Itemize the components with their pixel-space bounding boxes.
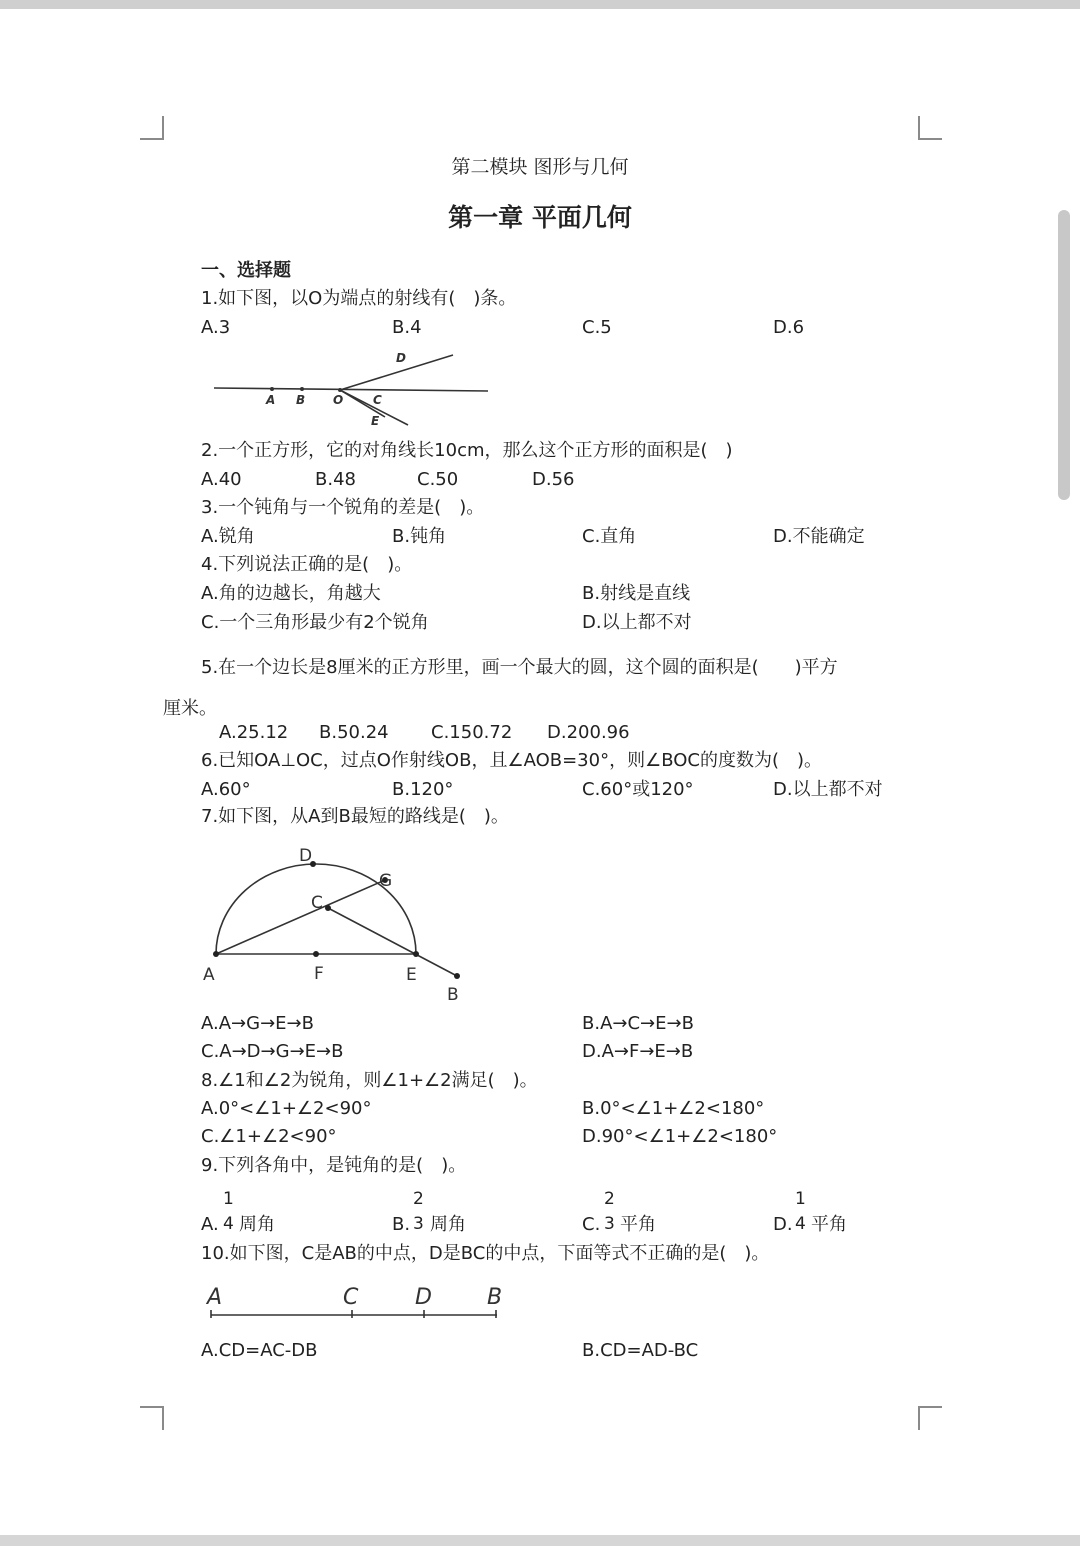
q10-label-a: A <box>207 1285 223 1310</box>
q7-label-a: A <box>203 965 215 985</box>
option[interactable]: C.50 <box>417 469 459 490</box>
viewer-top-bar <box>0 0 1080 9</box>
scrollbar-thumb[interactable] <box>1058 210 1070 500</box>
question-stem: 9.下列各角中，是钝角的是( )。 <box>201 1155 467 1176</box>
option[interactable]: A.60° <box>201 779 251 800</box>
fraction-numerator: 2 <box>604 1189 615 1209</box>
question-stem-continued: 厘米。 <box>163 698 217 719</box>
option[interactable]: B.120° <box>392 779 454 800</box>
option[interactable]: A.25.12 <box>219 722 289 743</box>
option[interactable]: D.不能确定 <box>773 526 865 547</box>
question-stem: 3.一个钝角与一个锐角的差是( )。 <box>201 497 485 518</box>
q10-label-b: B <box>487 1285 503 1310</box>
q10-label-d: D <box>415 1285 432 1310</box>
option[interactable]: C.∠1+∠2<90° <box>201 1126 337 1147</box>
fraction-denominator: 3 <box>413 1214 424 1234</box>
section-title: 一、选择题 <box>201 260 291 281</box>
q7-label-g: G <box>379 871 393 891</box>
fraction-denominator: 4 <box>223 1214 234 1234</box>
q1-label-d: D <box>396 351 406 365</box>
page-corner-mark <box>140 116 164 140</box>
page-corner-mark <box>918 116 942 140</box>
q7-semicircle-figure <box>195 840 485 1010</box>
option[interactable]: B.4 <box>392 317 422 338</box>
option[interactable]: D.A→F→E→B <box>582 1041 694 1062</box>
option[interactable]: D.6 <box>773 317 805 338</box>
option[interactable]: A.40 <box>201 469 242 490</box>
question-stem: 8.∠1和∠2为锐角，则∠1+∠2满足( )。 <box>201 1070 538 1091</box>
question-stem: 6.已知OA⊥OC，过点O作射线OB，且∠AOB=30°，则∠BOC的度数为( )。 <box>201 750 823 771</box>
question-stem: 7.如下图，从A到B最短的路线是( )。 <box>201 806 509 827</box>
q1-label-e: E <box>371 414 380 428</box>
option[interactable]: B.48 <box>315 469 356 490</box>
option-unit: 平角 <box>620 1214 656 1235</box>
q1-label-o: O <box>333 393 344 407</box>
q10-label-c: C <box>343 1285 359 1310</box>
option[interactable]: B.CD=AD-BC <box>582 1340 699 1361</box>
q7-label-b: B <box>447 985 459 1005</box>
option[interactable]: A.0°<∠1+∠2<90° <box>201 1098 372 1119</box>
q1-label-a: A <box>266 393 276 407</box>
option[interactable]: B.射线是直线 <box>582 583 691 604</box>
option[interactable]: B.A→C→E→B <box>582 1013 694 1034</box>
fraction-denominator: 3 <box>604 1214 615 1234</box>
option[interactable]: D.56 <box>532 469 575 490</box>
q7-label-e: E <box>406 965 417 985</box>
option[interactable]: A.CD=AC-DB <box>201 1340 318 1361</box>
q1-label-b: B <box>296 393 306 407</box>
page-corner-mark <box>140 1406 164 1430</box>
option-unit: 周角 <box>430 1214 466 1235</box>
question-stem: 1.如下图，以O为端点的射线有( )条。 <box>201 288 517 309</box>
question-stem: 5.在一个边长是8厘米的正方形里，画一个最大的圆，这个圆的面积是( )平方 <box>201 657 838 678</box>
question-stem: 2.一个正方形，它的对角线长10cm，那么这个正方形的面积是( ) <box>201 440 733 461</box>
option-prefix: A. <box>201 1214 219 1235</box>
option-prefix: D. <box>773 1214 793 1235</box>
q1-label-c: C <box>373 393 382 407</box>
q7-label-d: D <box>299 846 313 866</box>
option[interactable]: D.以上都不对 <box>773 779 883 800</box>
option[interactable]: D.90°<∠1+∠2<180° <box>582 1126 778 1147</box>
module-title: 第二模块 图形与几何 <box>451 156 629 178</box>
page-corner-mark <box>918 1406 942 1430</box>
q10-segment-figure <box>205 1280 515 1325</box>
option[interactable]: A.3 <box>201 317 231 338</box>
q7-label-f: F <box>314 964 324 984</box>
option-unit: 周角 <box>239 1214 275 1235</box>
option[interactable]: C.150.72 <box>431 722 513 743</box>
option-prefix: C. <box>582 1214 601 1235</box>
viewer-bottom-bar <box>0 1535 1080 1546</box>
option[interactable]: B.50.24 <box>319 722 389 743</box>
option[interactable]: C.5 <box>582 317 612 338</box>
option[interactable]: D.200.96 <box>547 722 630 743</box>
fraction-numerator: 2 <box>413 1189 424 1209</box>
option[interactable]: C.A→D→G→E→B <box>201 1041 344 1062</box>
option[interactable]: A.角的边越长，角越大 <box>201 583 381 604</box>
q1-ray-figure <box>210 345 500 435</box>
option[interactable]: C.60°或120° <box>582 779 694 800</box>
option-prefix: B. <box>392 1214 411 1235</box>
option-unit: 平角 <box>811 1214 847 1235</box>
fraction-numerator: 1 <box>223 1189 234 1209</box>
q7-label-c: C <box>311 893 323 913</box>
option[interactable]: B.钝角 <box>392 526 447 547</box>
option[interactable]: D.以上都不对 <box>582 612 692 633</box>
question-stem: 10.如下图，C是AB的中点，D是BC的中点，下面等式不正确的是( )。 <box>201 1243 770 1264</box>
option[interactable]: A.锐角 <box>201 526 255 547</box>
option[interactable]: B.0°<∠1+∠2<180° <box>582 1098 765 1119</box>
fraction-numerator: 1 <box>795 1189 806 1209</box>
fraction-denominator: 4 <box>795 1214 806 1234</box>
option[interactable]: C.一个三角形最少有2个锐角 <box>201 612 429 633</box>
chapter-title: 第一章 平面几何 <box>448 203 632 232</box>
option[interactable]: A.A→G→E→B <box>201 1013 314 1034</box>
option[interactable]: C.直角 <box>582 526 637 547</box>
question-stem: 4.下列说法正确的是( )。 <box>201 554 413 575</box>
